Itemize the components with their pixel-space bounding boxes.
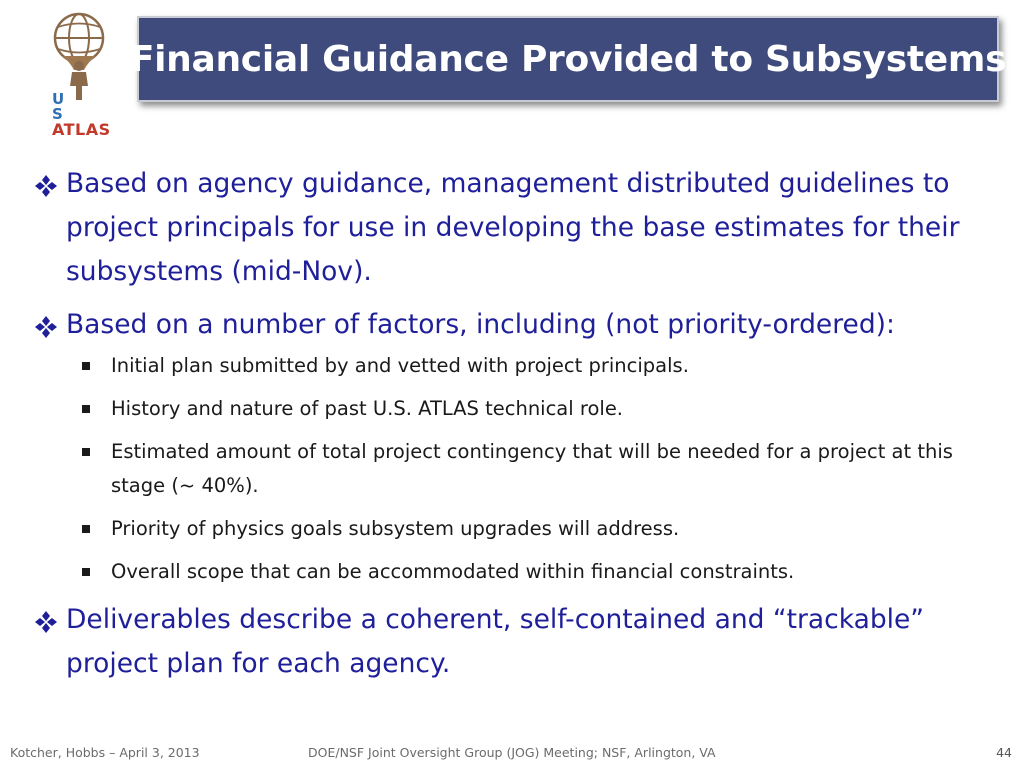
sub-bullet [30, 349, 1005, 383]
square-bullet-icon [82, 448, 90, 456]
slide-footer [0, 745, 1024, 765]
sub-bullet [30, 555, 1005, 589]
slide-content [30, 162, 1005, 695]
main-bullet [30, 303, 1005, 347]
diamond-bullet-icon [34, 610, 58, 634]
main-bullet [30, 598, 1005, 686]
square-bullet-icon [82, 362, 90, 370]
sub-bullet-text: History and nature of past U.S. ATLAS technical role. [111, 397, 624, 420]
atlas-logo [38, 10, 120, 142]
title-bar [129, 16, 1007, 102]
sub-bullet [30, 392, 1005, 426]
sub-bullet [30, 512, 1005, 546]
sub-bullet-list [30, 349, 1005, 589]
main-bullet-text: Based on agency guidance, management distributed guidelines to project principals for use in developing the base estimates for their subsystems (mid-Nov). [66, 168, 960, 287]
slide-title: Financial Guidance Provided to Subsystems [129, 38, 1007, 80]
main-bullet-text: Deliverables describe a coherent, self-contained and “trackable” project plan for each agency. [66, 604, 925, 679]
main-bullet [30, 162, 1005, 294]
logo-letter-s: S [52, 105, 63, 123]
sub-bullet-text: Overall scope that can be accommodated within financial constraints. [111, 560, 795, 583]
sub-bullet-text: Initial plan submitted by and vetted with project principals. [111, 354, 689, 377]
logo-atlas-text: ATLAS [52, 120, 111, 139]
diamond-bullet-icon [34, 174, 58, 198]
page-number: 44 [996, 745, 1012, 760]
logo-wordmark [52, 92, 122, 138]
sub-bullet-text: Estimated amount of total project contingency that will be needed for a project at this stage (~ 40%). [111, 440, 953, 497]
main-bullet-text: Based on a number of factors, including (not priority-ordered): [66, 309, 895, 340]
diamond-bullet-icon [34, 315, 58, 339]
footer-authors-date: Kotcher, Hobbs – April 3, 2013 [10, 745, 200, 760]
sub-bullet [30, 435, 1005, 503]
footer-meeting: DOE/NSF Joint Oversight Group (JOG) Meeting; NSF, Arlington, VA [308, 745, 716, 760]
sub-bullet-text: Priority of physics goals subsystem upgrades will address. [111, 517, 680, 540]
square-bullet-icon [82, 525, 90, 533]
logo-letter-u: U [52, 90, 65, 108]
square-bullet-icon [82, 405, 90, 413]
square-bullet-icon [82, 568, 90, 576]
